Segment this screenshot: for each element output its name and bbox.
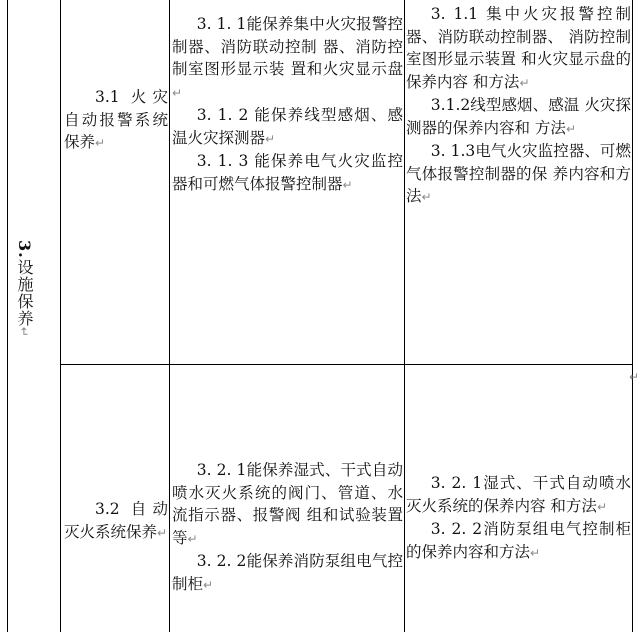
paragraph-mark: ↵ [17,326,31,338]
paragraph-mark: ↵ [519,75,530,90]
table-line-v2 [60,0,61,632]
row-1-knowledge-2: 3.1.2线型感烟、感温 火灾探测器的保养内容和 方法 [406,96,631,137]
row-1-skills [172,13,403,196]
row-1-knowledge-1: 3. 1.1 集中火灾报警控制器、消防联动控制器、 消防控制室图形显示装置 和火灾显示盘的保养内容 和方法 [406,5,631,91]
paragraph-mark: ↵ [421,190,432,204]
paragraph-mark: ↵ [596,499,607,514]
paragraph-mark: ↵ [95,136,106,150]
row-2-category [64,498,168,544]
row-1-skill-1: 3. 1. 1能保养集中火灾报警控制器、消防联动控制 器、消防控制室图形显示装 置和火灾显示盘 [172,15,403,78]
table-line-v3 [169,0,170,632]
paragraph-mark: ↵ [157,525,168,540]
row-1-knowledge-3: 3. 1.3电气火灾监控器、可燃气体报警控制器的保 养内容和方法 [406,142,631,205]
paragraph-mark: ↵ [342,177,353,192]
section-label [12,240,36,338]
paragraph-mark: ↵ [172,85,183,100]
table-line-h1 [60,364,633,365]
paragraph-mark: ↵ [265,131,276,146]
row-2-skill-2: 3. 2. 2能保养消防泵组电气控制柜 [172,552,403,593]
table-line-v4 [404,0,405,632]
row-1-skill-2: 3. 1. 2 能保养线型感烟、感温火灾探测器 [172,106,403,147]
row-1-category-text: 3.1 火灾自动报警系统保养 [64,88,168,151]
section-number: 3. [15,240,34,259]
row-2-skill-1: 3. 2. 1能保养湿式、干式自动喷水灭火系统的阀门、管道、水流指示器、报警阀 组和试验装置等 [172,461,403,547]
row-2-knowledge-1: 3. 2. 1湿式、干式自动喷水灭火系统的保养内容 和方法 [406,474,631,515]
row-1-knowledge [406,3,631,209]
row-2-knowledge-2: 3. 2. 2消防泵组电气控制柜的保养内容和方法 [406,520,631,561]
paragraph-mark: ↵ [530,545,541,560]
section-title: 设施保养 [15,258,34,327]
row-2-category-text: 3.2 自动灭火系统保养 [64,500,168,541]
paragraph-mark: ↵ [565,121,576,136]
paragraph-mark: ↵ [203,577,214,592]
row-2-knowledge [406,472,631,564]
paragraph-mark: ↵ [187,531,198,546]
row-1-category [64,86,168,155]
table-line-v1 [7,0,8,632]
table-line-v5 [632,0,633,632]
row-1-skill-3: 3. 1. 3 能保养电气火灾监控器和可燃气体报警控制器 [172,152,403,193]
row-2-skills [172,459,403,596]
row-end-mark: ↵ [628,370,639,384]
